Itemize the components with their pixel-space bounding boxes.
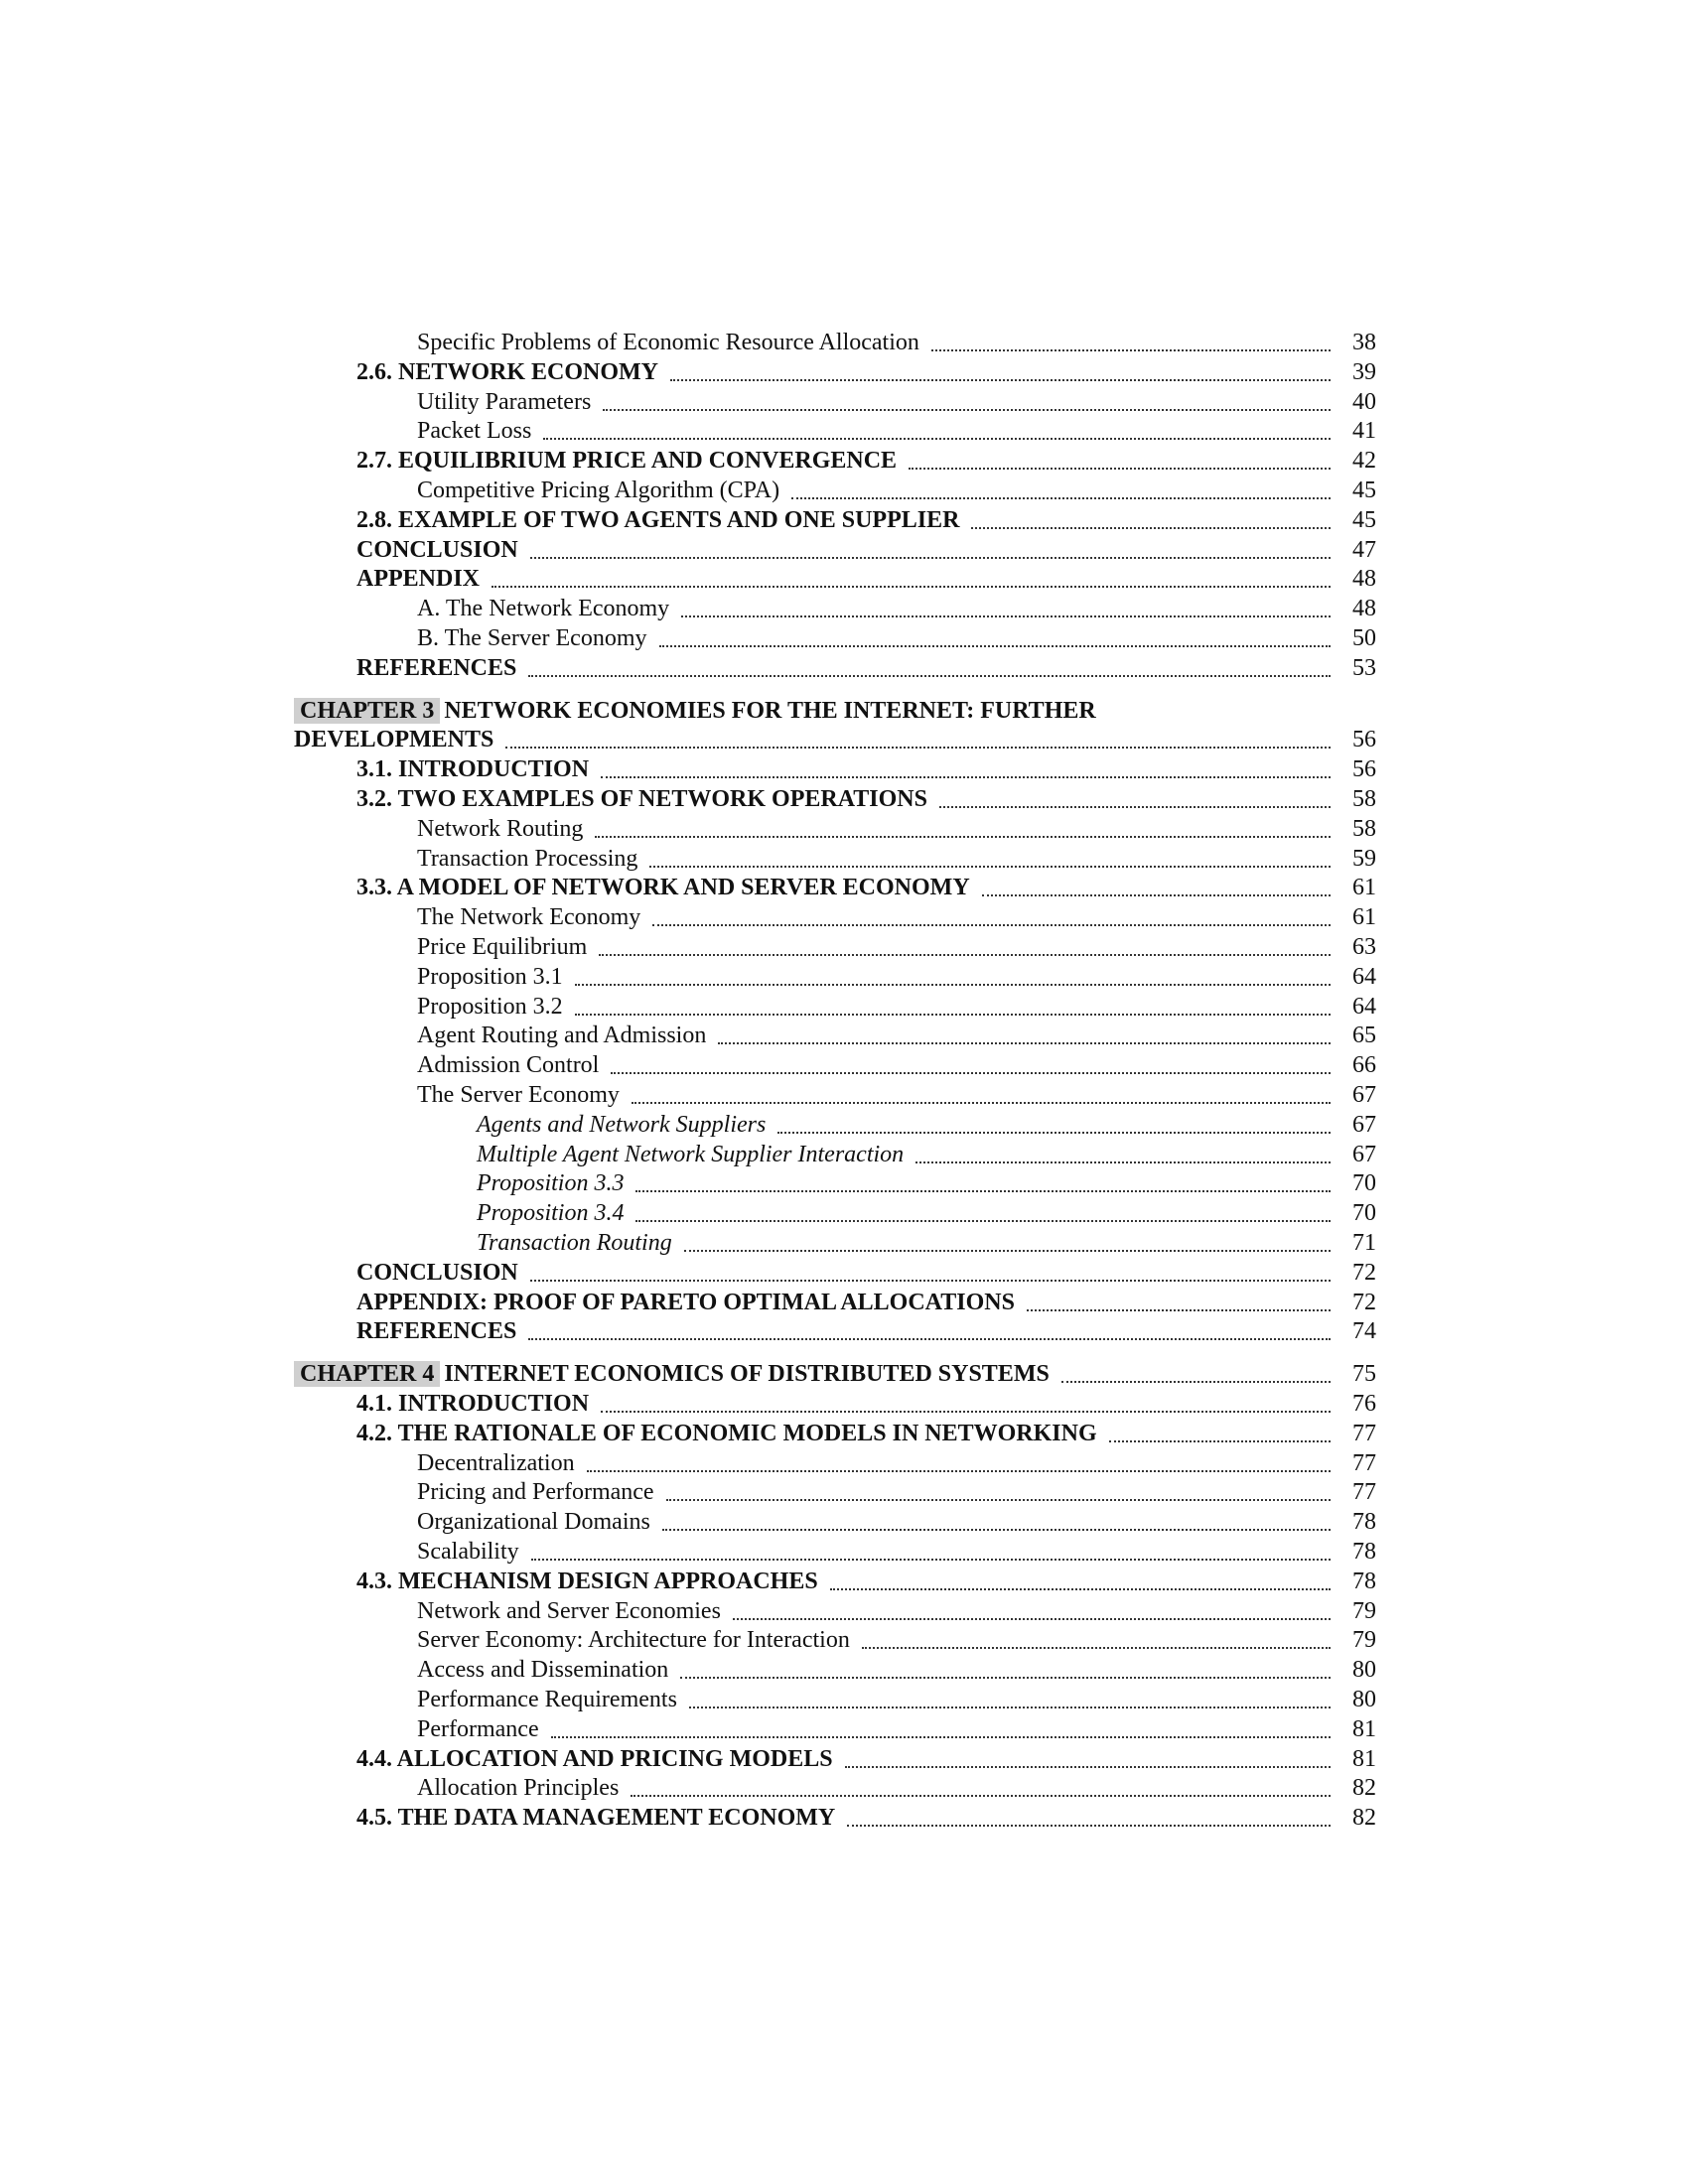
dot-leader (1109, 1440, 1331, 1442)
dot-leader (689, 1706, 1331, 1708)
toc-entry[interactable] (356, 873, 1376, 902)
toc-entry-label: Organizational Domains (417, 1509, 650, 1536)
toc-page-number: 48 (1352, 566, 1376, 593)
dot-leader (662, 1529, 1331, 1531)
toc-page-number: 59 (1352, 845, 1376, 872)
toc-page-number: 82 (1352, 1805, 1376, 1832)
toc-entry-label: Packet Loss (417, 418, 532, 445)
toc-page-number: 47 (1352, 536, 1376, 563)
toc-entry[interactable] (356, 564, 1376, 594)
toc-entry[interactable] (356, 357, 1376, 387)
toc-page-number: 48 (1352, 596, 1376, 622)
toc-entry-label: Multiple Agent Network Supplier Interaction (477, 1141, 905, 1167)
toc-entry[interactable] (417, 1596, 1376, 1626)
toc-page-number: 58 (1352, 815, 1376, 842)
toc-page-number: 39 (1352, 358, 1376, 385)
toc-entry-label: CONCLUSION (356, 1259, 518, 1286)
dot-leader (575, 1014, 1331, 1016)
toc-entry-label: Proposition 3.2 (417, 993, 563, 1020)
dot-leader (931, 349, 1331, 351)
dot-leader (505, 747, 1331, 749)
dot-leader (777, 1132, 1331, 1134)
dot-leader (649, 866, 1331, 868)
toc-entry-label: The Server Economy (417, 1082, 620, 1108)
dot-leader (551, 1736, 1331, 1738)
chapter-title (294, 1359, 1050, 1389)
dot-leader (631, 1795, 1331, 1797)
toc-entry-label: A. The Network Economy (417, 596, 670, 622)
toc-entry-label: 2.7. EQUILIBRIUM PRICE AND CONVERGENCE (356, 448, 898, 475)
dot-leader (632, 1102, 1331, 1104)
toc-entry[interactable] (417, 1050, 1376, 1080)
toc-entry[interactable] (417, 1685, 1376, 1714)
toc-page-number: 77 (1352, 1420, 1376, 1446)
toc-page-number: 41 (1352, 418, 1376, 445)
toc-page-number: 45 (1352, 478, 1376, 503)
toc-entry[interactable] (417, 1448, 1376, 1478)
toc-entry[interactable] (477, 1168, 1376, 1198)
toc-entry[interactable] (294, 725, 1376, 754)
toc-entry-label: Specific Problems of Economic Resource Allocation (417, 330, 919, 355)
dot-leader (575, 984, 1331, 986)
toc-entry[interactable] (417, 387, 1376, 417)
dot-leader (611, 1072, 1331, 1074)
toc-entry[interactable] (417, 1625, 1376, 1655)
toc-entry[interactable] (356, 1288, 1376, 1317)
toc-page-number: 63 (1352, 934, 1376, 960)
toc-entry[interactable] (477, 1110, 1376, 1140)
toc-entry-label: Utility Parameters (417, 388, 592, 415)
toc-entry[interactable] (356, 1258, 1376, 1288)
toc-entry[interactable] (417, 1537, 1376, 1567)
toc-page-number: 76 (1352, 1391, 1376, 1417)
toc-page-number: 61 (1352, 875, 1376, 901)
dot-leader (670, 379, 1331, 381)
toc-page-number: 78 (1352, 1509, 1376, 1536)
dot-leader (528, 1338, 1331, 1340)
toc-page-number: 64 (1352, 963, 1376, 990)
dot-leader (666, 1499, 1331, 1501)
toc-entry-label: 4.5. THE DATA MANAGEMENT ECONOMY (356, 1805, 836, 1832)
dot-leader (830, 1588, 1331, 1590)
toc-page-number: 38 (1352, 330, 1376, 355)
dot-leader (845, 1766, 1331, 1768)
toc-page-number: 70 (1352, 1170, 1376, 1197)
dot-leader (601, 776, 1331, 778)
toc-entry[interactable] (417, 992, 1376, 1022)
toc-page-number: 72 (1352, 1259, 1376, 1286)
toc-entry-label: REFERENCES (356, 654, 517, 681)
toc-page-number: 61 (1352, 904, 1376, 931)
toc-entry-label: Access and Dissemination (417, 1657, 669, 1684)
toc-entry-label: Proposition 3.1 (417, 963, 563, 990)
toc-entry-label: Pricing and Performance (417, 1479, 654, 1506)
toc-page-number: 72 (1352, 1289, 1376, 1315)
dot-leader (733, 1618, 1331, 1620)
toc-page-number: 56 (1352, 727, 1376, 753)
toc-entry[interactable] (356, 1744, 1376, 1774)
toc-entry-label: Allocation Principles (417, 1775, 620, 1802)
dot-leader (718, 1042, 1331, 1044)
toc-page-number: 42 (1352, 448, 1376, 475)
toc-entry[interactable] (417, 594, 1376, 623)
dot-leader (680, 1677, 1331, 1679)
dot-leader (791, 497, 1331, 499)
toc-entry[interactable] (417, 1655, 1376, 1685)
toc-page-number: 80 (1352, 1657, 1376, 1684)
toc-entry[interactable] (477, 1140, 1376, 1169)
toc-entry[interactable] (417, 1507, 1376, 1537)
toc-page-number: 79 (1352, 1627, 1376, 1654)
dot-leader (601, 1411, 1331, 1413)
chapter-number: CHAPTER 4 (294, 1361, 440, 1387)
chapter-heading (294, 696, 1096, 726)
toc-entry[interactable] (356, 446, 1376, 476)
dot-leader (543, 438, 1331, 440)
toc-page-number: 50 (1352, 625, 1376, 651)
toc-entry-label: The Network Economy (417, 904, 641, 931)
toc-entry[interactable] (417, 902, 1376, 932)
toc-entry-label: Price Equilibrium (417, 934, 588, 960)
dot-leader (681, 615, 1331, 617)
dot-leader (492, 586, 1331, 588)
toc-entry[interactable] (417, 814, 1376, 844)
toc-page-number: 77 (1352, 1479, 1376, 1506)
toc-entry-label: DEVELOPMENTS (294, 727, 494, 753)
toc-entry-label: Performance (417, 1715, 539, 1742)
dot-leader (587, 1470, 1331, 1472)
toc-entry-label: 3.2. TWO EXAMPLES OF NETWORK OPERATIONS (356, 786, 927, 812)
toc-entry-label: Performance Requirements (417, 1687, 677, 1712)
toc-page-number: 66 (1352, 1052, 1376, 1079)
dot-leader (1027, 1309, 1331, 1311)
toc-entry[interactable] (417, 416, 1376, 446)
toc-entry[interactable] (356, 1419, 1376, 1448)
toc-page-number: 58 (1352, 786, 1376, 812)
dot-leader (599, 954, 1331, 956)
toc-entry-label: 4.4. ALLOCATION AND PRICING MODELS (356, 1745, 833, 1772)
toc-entry-label: CONCLUSION (356, 536, 518, 563)
toc-page-number: 74 (1352, 1318, 1376, 1345)
dot-leader (982, 894, 1331, 896)
dot-leader (684, 1250, 1331, 1252)
dot-leader (531, 1559, 1331, 1561)
toc-entry[interactable] (477, 1198, 1376, 1228)
toc-entry[interactable] (417, 476, 1376, 505)
toc-entry-label: Server Economy: Architecture for Interaction (417, 1627, 850, 1654)
toc-entry-label: Proposition 3.3 (477, 1170, 625, 1197)
dot-leader (635, 1220, 1331, 1222)
toc-page-number: 67 (1352, 1141, 1376, 1167)
toc-entry-label: 2.8. EXAMPLE OF TWO AGENTS AND ONE SUPPLIER (356, 506, 960, 533)
toc-entry-label: Transaction Processing (417, 845, 638, 872)
toc-page-number: 78 (1352, 1568, 1376, 1594)
toc-page-number: 80 (1352, 1687, 1376, 1712)
toc-entry-label: Admission Control (417, 1052, 600, 1079)
toc-entry-label: 3.3. A MODEL OF NETWORK AND SERVER ECONOMY (356, 875, 970, 901)
toc-entry-label: Agents and Network Suppliers (477, 1111, 767, 1138)
toc-entry[interactable] (417, 1477, 1376, 1507)
toc-entry-label: Competitive Pricing Algorithm (CPA) (417, 478, 780, 503)
toc-entry-label: 3.1. INTRODUCTION (356, 756, 590, 783)
dot-leader (530, 1280, 1331, 1282)
toc-entry[interactable] (417, 932, 1376, 962)
toc-entry[interactable] (356, 784, 1376, 814)
toc-entry[interactable] (356, 653, 1376, 683)
toc-entry[interactable] (356, 1389, 1376, 1419)
toc-entry-label: 4.1. INTRODUCTION (356, 1391, 590, 1417)
toc-entry[interactable] (417, 962, 1376, 992)
dot-leader (909, 468, 1331, 470)
toc-page-number: 65 (1352, 1023, 1376, 1049)
toc-entry[interactable] (417, 1714, 1376, 1744)
toc-entry[interactable] (356, 1316, 1376, 1346)
toc-entry[interactable] (417, 623, 1376, 653)
toc-entry-label: REFERENCES (356, 1318, 517, 1345)
dot-leader (847, 1825, 1331, 1827)
toc-entry[interactable] (356, 754, 1376, 784)
toc-page-number: 71 (1352, 1230, 1376, 1256)
toc-page-number: 81 (1352, 1745, 1376, 1772)
toc-entry-label: B. The Server Economy (417, 625, 647, 651)
chapter-title: NETWORK ECONOMIES FOR THE INTERNET: FURTHER (444, 697, 1096, 724)
toc-entry-label: Proposition 3.4 (477, 1200, 625, 1227)
toc-entry-label: APPENDIX: PROOF OF PARETO OPTIMAL ALLOCATIONS (356, 1289, 1015, 1315)
toc-page-number: 75 (1352, 1361, 1376, 1388)
toc-entry-label: 4.3. MECHANISM DESIGN APPROACHES (356, 1568, 818, 1594)
dot-leader (595, 836, 1331, 838)
toc-page-number: 40 (1352, 388, 1376, 415)
dot-leader (652, 924, 1331, 926)
chapter-title-text: INTERNET ECONOMICS OF DISTRIBUTED SYSTEMS (444, 1361, 1050, 1388)
chapter-number: CHAPTER 3 (294, 698, 440, 724)
toc-page-number: 79 (1352, 1597, 1376, 1624)
toc-entry-label: Decentralization (417, 1449, 575, 1476)
dot-leader (862, 1647, 1331, 1649)
toc-entry[interactable] (417, 1021, 1376, 1050)
toc-entry-label: Network and Server Economies (417, 1597, 721, 1624)
dot-leader (530, 557, 1331, 559)
toc-entry[interactable] (477, 1228, 1376, 1258)
toc-entry[interactable] (417, 328, 1376, 357)
dot-leader (528, 675, 1331, 677)
toc-entry[interactable] (356, 535, 1376, 565)
toc-entry[interactable] (356, 505, 1376, 535)
toc-page-number: 56 (1352, 756, 1376, 783)
toc-entry[interactable] (356, 1567, 1376, 1596)
toc-entry[interactable] (417, 1773, 1376, 1803)
toc-page-number: 67 (1352, 1111, 1376, 1138)
dot-leader (659, 645, 1331, 647)
toc-page-number: 53 (1352, 654, 1376, 681)
dot-leader (915, 1161, 1331, 1163)
toc-page-number: 78 (1352, 1539, 1376, 1565)
toc-entry[interactable] (417, 1080, 1376, 1110)
chapter-heading[interactable] (294, 1359, 1376, 1389)
dot-leader (971, 527, 1331, 529)
toc-entry-label: 4.2. THE RATIONALE OF ECONOMIC MODELS IN NETWORKING (356, 1420, 1097, 1446)
toc-entry[interactable] (356, 1803, 1376, 1833)
toc-page-number: 64 (1352, 993, 1376, 1020)
dot-leader (603, 409, 1331, 411)
toc-page-number: 77 (1352, 1449, 1376, 1476)
toc-page-number: 67 (1352, 1082, 1376, 1108)
toc-entry-label: Transaction Routing (477, 1230, 672, 1256)
toc-page-number: 45 (1352, 506, 1376, 533)
toc-entry-label: Network Routing (417, 815, 584, 842)
dot-leader (939, 806, 1331, 808)
toc-entry-label: Scalability (417, 1539, 519, 1565)
toc-page-number: 82 (1352, 1775, 1376, 1802)
toc-entry-label: APPENDIX (356, 566, 480, 593)
toc-page-number: 70 (1352, 1200, 1376, 1227)
toc-page-number: 81 (1352, 1715, 1376, 1742)
toc-entry-label: 2.6. NETWORK ECONOMY (356, 358, 659, 385)
toc-entry[interactable] (417, 844, 1376, 874)
dot-leader (635, 1190, 1331, 1192)
toc-entry-label: Agent Routing and Admission (417, 1023, 707, 1049)
dot-leader (1061, 1381, 1331, 1383)
